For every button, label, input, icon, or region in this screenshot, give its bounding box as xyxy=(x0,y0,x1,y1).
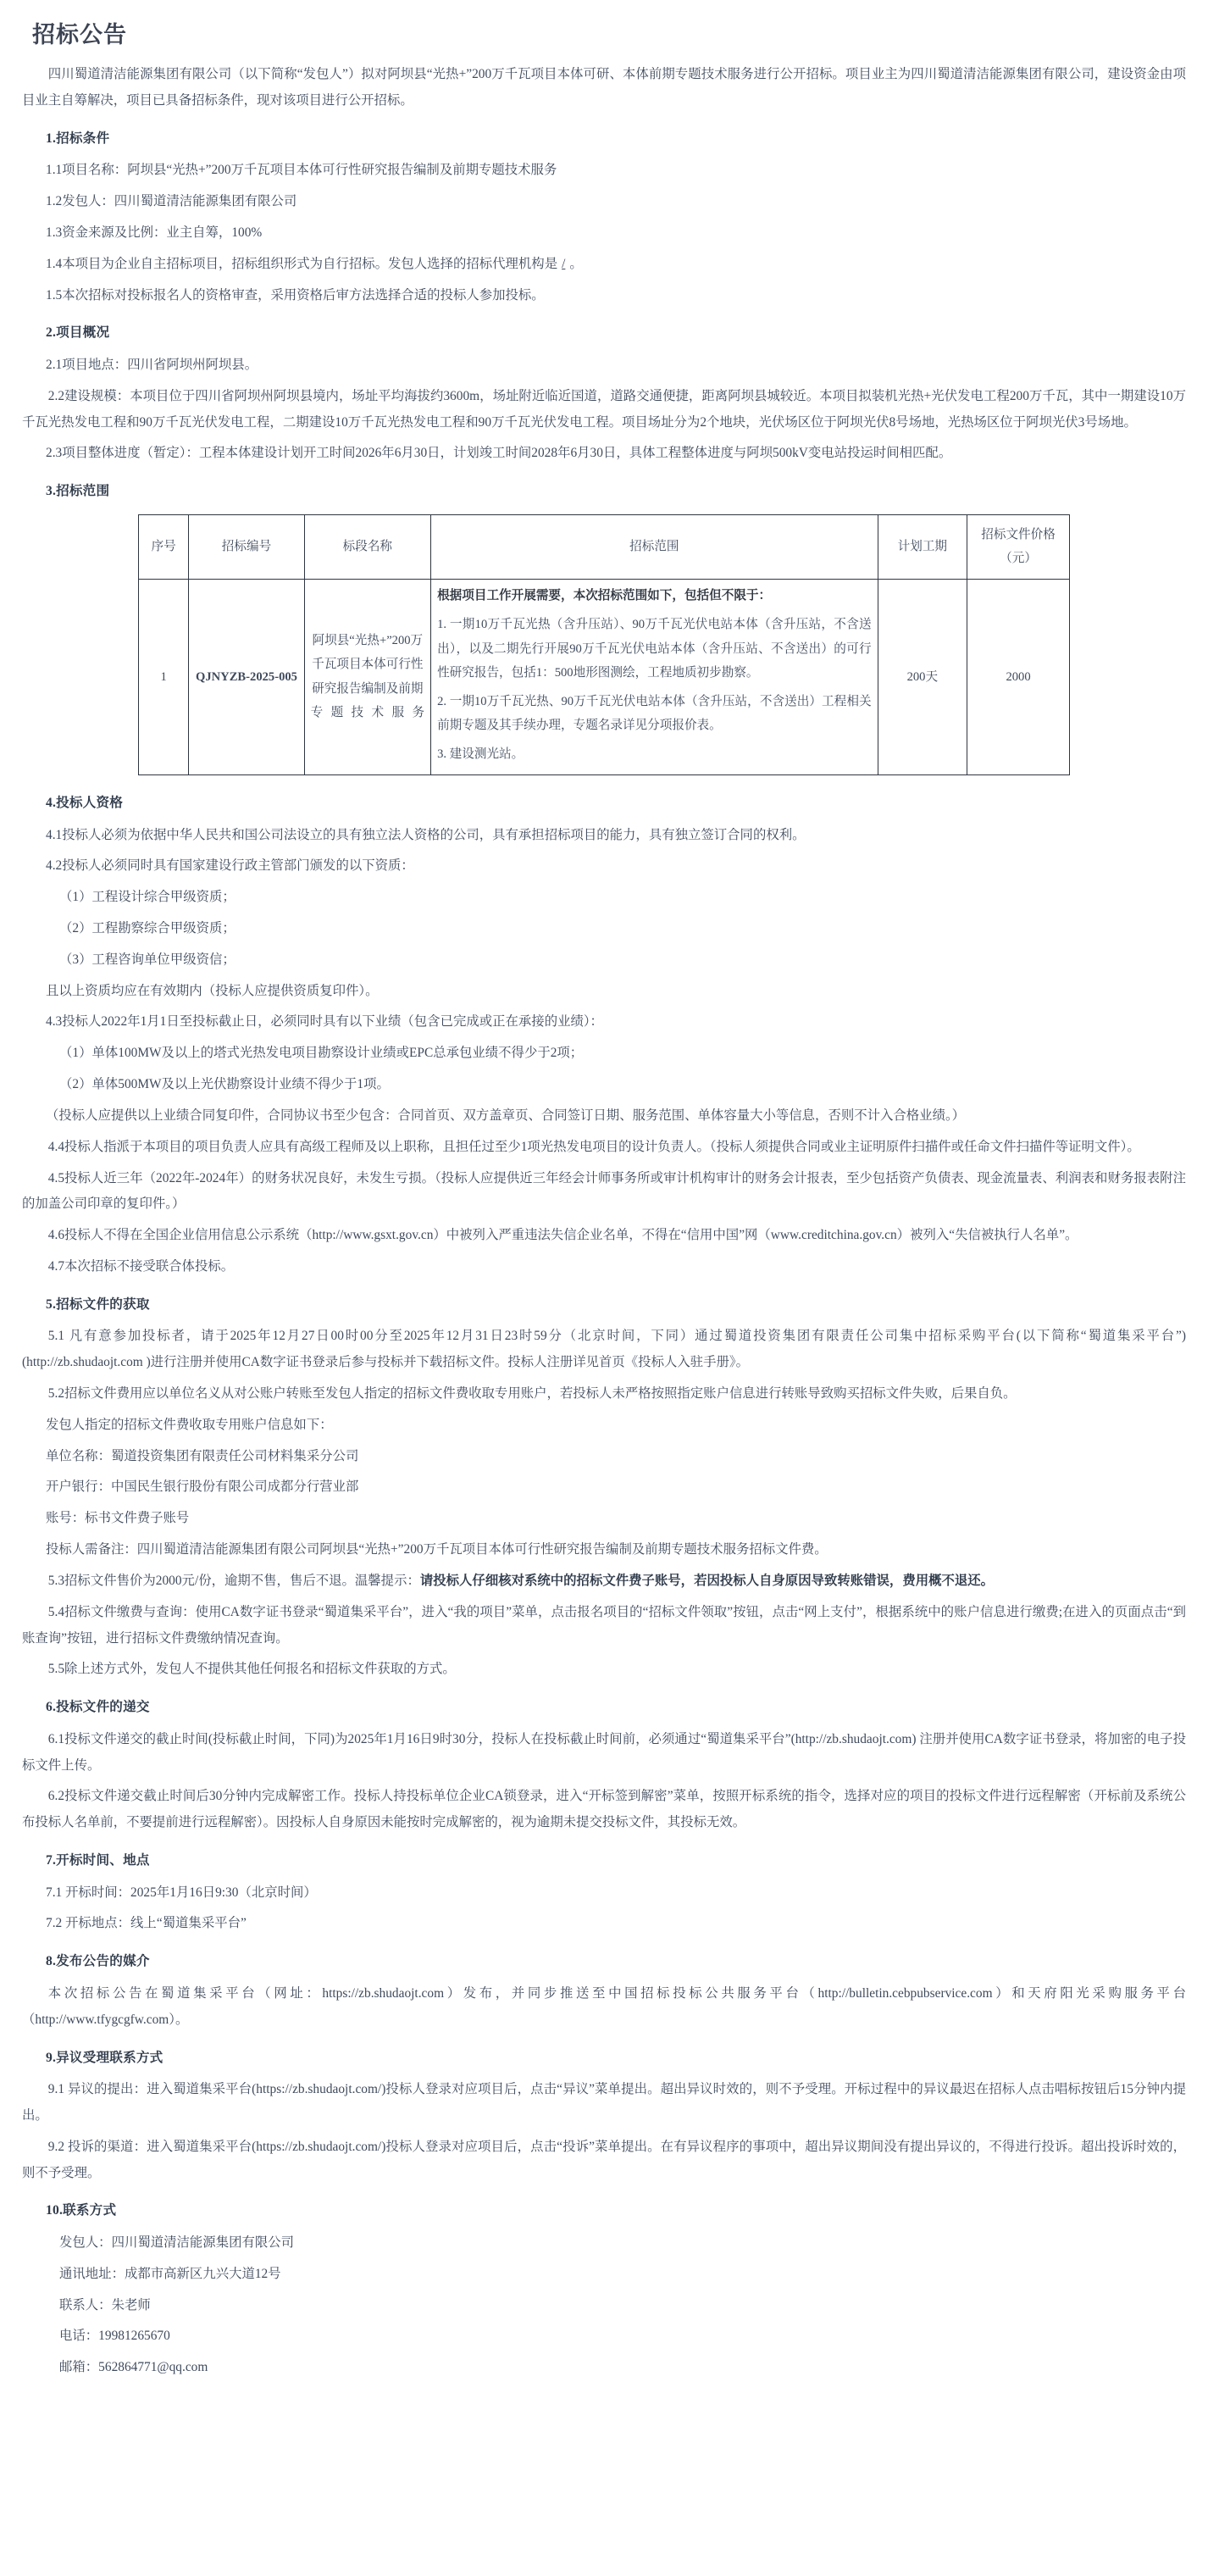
bid-table xyxy=(138,514,1070,775)
clause-1-3: 1.3资金来源及比例：业主自筹，100% xyxy=(46,225,263,240)
clause-4-3-note: （投标人应提供以上业绩合同复印件，合同协议书至少包含：合同首页、双方盖章页、合同签订日期、服务范围、单体容量大小等信息，否则不计入合格业绩。） xyxy=(46,1108,966,1123)
cell-price: 2000 xyxy=(967,579,1070,774)
col-header-no: 序号 xyxy=(139,514,189,579)
scope-item-3: 3. 建设测光站。 xyxy=(437,747,524,761)
clause-1-4-text-a: 1.4本项目为企业自主招标项目，招标组织形式为自行招标。发包人选择的招标代理机构是 xyxy=(46,256,558,271)
table-row xyxy=(139,579,1070,774)
clause-4-6: 4.6投标人不得在全国企业信用信息公示系统（http://www.gsxt.gov.cn）中被列入严重违法失信企业名单，不得在“信用中国”网（www.creditchina.gov.cn）被列入“失信被执行人名单”。 xyxy=(47,1228,1078,1243)
preamble-paragraph: 四川蜀道清洁能源集团有限公司（以下简称“发包人”）拟对阿坝县“光热+”200万千瓦项目本体可研、本体前期专题技术服务进行公开招标。项目业主为四川蜀道清洁能源集团有限公司，建设资金由项目业主自筹解决，项目已具备招标条件，现对该项目进行公开招标。 xyxy=(22,67,1186,108)
scope-item-2: 2. 一期10万千瓦光热、90万千瓦光伏电站本体（含升压站，不含送出）工程相关前期专题及其手续办理，专题名录详见分项报价表。 xyxy=(437,694,872,733)
clause-4-2: 4.2投标人必须同时具有国家建设行政主管部门颁发的以下资质： xyxy=(46,858,414,874)
bid-table-header-row xyxy=(139,514,1070,579)
clause-1-4-text-b: 。 xyxy=(569,256,583,271)
scope-heading: 根据项目工作开展需要，本次招标范围如下，包括但不限于： xyxy=(437,588,772,602)
heading-bidding-conditions: 1.招标条件 xyxy=(46,130,110,146)
contact-phone: 电话：19981265670 xyxy=(59,2329,170,2344)
cell-name: 阿坝县“光热+”200万千瓦项目本体可行性研究报告编制及前期专题技术服务 xyxy=(304,579,430,774)
clause-4-3-item-1: （1）单体100MW及以上的塔式光热发电项目勘察设计业绩或EPC总承包业绩不得少于2项； xyxy=(59,1046,584,1061)
scope-item-1: 1. 一期10万千瓦光热（含升压站）、90万千瓦光伏电站本体（含升压站，不含送出），以及二期先行开展90万千瓦光伏电站本体（含升压站、不含送出）的可行性研究报告，包括1：500地形图测绘，工程地质初步勘察。 xyxy=(437,618,872,680)
clause-6-2: 6.2投标文件递交截止时间后30分钟内完成解密工作。投标人持投标单位企业CA锁登录，进入“开标签到解密”菜单，按照开标系统的指令，选择对应的项目的投标文件进行远程解密（开标前及系统公布投标人名单前，不要提前进行远程解密）。因投标人自身原因未能按时完成解密的，视为逾期未提交投标文件，其投标无效。 xyxy=(22,1789,1186,1830)
clause-5-3-text: 5.3招标文件售价为2000元/份，逾期不售，售后不退。温馨提示： xyxy=(47,1573,420,1588)
clause-5-4: 5.4招标文件缴费与查询：使用CA数字证书登录“蜀道集采平台”，进入“我的项目”菜单，点击报名项目的“招标文件领取”按钮，点击“网上支付”，根据系统中的账户信息进行缴费;在进入的页面点击“到账查询”按钮，进行招标文件费缴纳情况查询。 xyxy=(22,1604,1186,1646)
clause-2-2: 2.2建设规模：本项目位于四川省阿坝州阿坝县境内，场址平均海拔约3600m，场址附近临近国道，道路交通便捷，距离阿坝县城较近。本项目拟装机光热+光伏发电工程200万千瓦，其中一期建设10万千瓦光热发电工程和90万千瓦光伏发电工程，二期建设10万千瓦光热发电工程和90万千瓦光伏发电工程。项目场址分为2个地块，光伏场区位于阿坝光伏8号场地，光热场区位于阿坝光伏3号场地。 xyxy=(22,388,1186,430)
clause-5-2: 5.2招标文件费用应以单位名义从对公账户转账至发包人指定的招标文件费收取专用账户，若投标人未严格按照指定账户信息进行转账导致购买招标文件失败，后果自负。 xyxy=(47,1386,1017,1402)
cell-no: 1 xyxy=(139,579,189,774)
account-intro: 发包人指定的招标文件费收取专用账户信息如下： xyxy=(46,1417,333,1432)
clause-8-1: 本次招标公告在蜀道集采平台（网址：https://zb.shudaojt.com）发布，并同步推送至中国招标投标公共服务平台（http://bulletin.cebpubservice.com）和天府阳光采购服务平台（http://www.tfygcgfw.com）。 xyxy=(22,1985,1186,2027)
clause-1-4 xyxy=(22,252,1186,278)
heading-contact-info: 10.联系方式 xyxy=(46,2203,117,2218)
cell-duration: 200天 xyxy=(878,579,967,774)
heading-objection-contact: 9.异议受理联系方式 xyxy=(46,2050,163,2065)
heading-document-acquisition: 5.招标文件的获取 xyxy=(46,1296,150,1312)
clause-2-1: 2.1项目地点：四川省阿坝州阿坝县。 xyxy=(46,358,258,373)
heading-project-overview: 2.项目概况 xyxy=(46,325,110,341)
account-name: 单位名称：蜀道投资集团有限责任公司材料集采分公司 xyxy=(46,1448,359,1463)
account-number: 账号：标书文件费子账号 xyxy=(46,1511,190,1526)
clause-4-4: 4.4投标人指派于本项目的项目负责人应具有高级工程师及以上职称，且担任过至少1项光热发电项目的设计负责人。（投标人须提供合同或业主证明原件扫描件或任命文件扫描件等证明文件）。 xyxy=(47,1139,1140,1154)
clause-4-2-item-3: （3）工程咨询单位甲级资信； xyxy=(59,952,236,967)
col-header-price: 招标文件价格（元） xyxy=(967,514,1070,579)
col-header-scope: 招标范围 xyxy=(431,514,878,579)
bid-table-wrapper xyxy=(22,514,1186,775)
clause-5-5: 5.5除上述方式外，发包人不提供其他任何报名和招标文件获取的方式。 xyxy=(47,1662,456,1677)
account-memo: 投标人需备注：四川蜀道清洁能源集团有限公司阿坝县“光热+”200万千瓦项目本体可行性研究报告编制及前期专题技术服务招标文件费。 xyxy=(46,1542,828,1557)
clause-4-3: 4.3投标人2022年1月1日至投标截止日，必须同时具有以下业绩（包含已完成或正在承接的业绩）： xyxy=(46,1014,603,1030)
clause-4-7: 4.7本次招标不接受联合体投标。 xyxy=(47,1258,235,1274)
col-header-code: 招标编号 xyxy=(189,514,304,579)
clause-1-4-blank: / xyxy=(562,256,566,271)
clause-9-2: 9.2 投诉的渠道：进入蜀道集采平台(https://zb.shudaojt.com/)投标人登录对应项目后，点击“投诉”菜单提出。在有异议程序的事项中，超出异议期间没有提出异议的，不得进行投诉。超出投诉时效的，则不予受理。 xyxy=(22,2139,1186,2180)
clause-4-2-note: 且以上资质均应在有效期内（投标人应提供资质复印件）。 xyxy=(46,983,379,998)
heading-bidder-qualification: 4.投标人资格 xyxy=(46,795,124,810)
clause-4-5: 4.5投标人近三年（2022年-2024年）的财务状况良好，未发生亏损。（投标人应提供近三年经会计师事务所或审计机构审计的财务会计报表，至少包括资产负债表、现金流量表、利润表和财务报表附注的加盖公司印章的复印件。） xyxy=(22,1170,1186,1212)
clause-1-5: 1.5本次招标对投标报名人的资格审查，采用资格后审方法选择合适的投标人参加投标。 xyxy=(46,287,545,303)
cell-code: QJNYZB-2025-005 xyxy=(189,579,304,774)
bid-table-head xyxy=(139,514,1070,579)
contact-person: 联系人：朱老师 xyxy=(59,2297,151,2312)
clause-4-2-item-2: （2）工程勘察综合甲级资质； xyxy=(59,921,236,936)
clause-4-3-item-2: （2）单体500MW及以上光伏勘察设计业绩不得少于1项。 xyxy=(59,1077,390,1092)
heading-announcement-media: 8.发布公告的媒介 xyxy=(46,1954,150,1969)
clause-6-1: 6.1投标文件递交的截止时间(投标截止时间，下同)为2025年1月16日9时30分，投标人在投标截止时间前，必须通过“蜀道集采平台”(http://zb.shudaojt.com) 注册并使用CA数字证书登录，将加密的电子投标文件上传。 xyxy=(22,1731,1186,1773)
contact-email: 邮箱：562864771@qq.com xyxy=(59,2360,208,2375)
clause-7-1: 7.1 开标时间：2025年1月16日9:30（北京时间） xyxy=(46,1885,317,1900)
heading-bid-submission: 6.投标文件的递交 xyxy=(46,1700,150,1715)
bid-table-body xyxy=(139,579,1070,774)
clause-4-2-item-1: （1）工程设计综合甲级资质； xyxy=(59,890,236,905)
page-title: 招标公告 xyxy=(32,22,127,47)
col-header-duration: 计划工期 xyxy=(878,514,967,579)
clause-5-1: 5.1 凡有意参加投标者，请于2025年12月27日00时00分至2025年12月31日23时59分（北京时间，下同）通过蜀道投资集团有限责任公司集中招标采购平台(以下简称“蜀道集采平台”)(http://zb.shudaojt.com )进行注册并使用CA数字证书登录后参与投标并下载招标文件。投标人注册详见首页《投标人入驻手册》。 xyxy=(22,1329,1186,1370)
col-header-name: 标段名称 xyxy=(304,514,430,579)
clause-1-2: 1.2发包人：四川蜀道清洁能源集团有限公司 xyxy=(46,194,297,209)
clause-9-1: 9.1 异议的提出：进入蜀道集采平台(https://zb.shudaojt.com/)投标人登录对应项目后，点击“异议”菜单提出。超出异议时效的，则不予受理。开标过程中的异议最迟在招标人点击唱标按钮后15分钟内提出。 xyxy=(22,2082,1186,2123)
clause-5-3-emphasis: 请投标人仔细核对系统中的招标文件费子账号，若因投标人自身原因导致转账错误，费用概不退还。 xyxy=(419,1573,995,1588)
clause-2-3: 2.3项目整体进度（暂定）：工程本体建设计划开工时间2026年6月30日，计划竣工时间2028年6月30日，具体工程整体进度与阿坝500kV变电站投运时间相匹配。 xyxy=(46,446,952,461)
contact-address: 通讯地址：成都市高新区九兴大道12号 xyxy=(59,2266,281,2281)
heading-bidding-scope: 3.招标范围 xyxy=(46,484,110,499)
clause-7-2: 7.2 开标地点：线上“蜀道集采平台” xyxy=(46,1916,247,1931)
clause-1-1: 1.1项目名称：阿坝县“光热+”200万千瓦项目本体可行性研究报告编制及前期专题技术服务 xyxy=(46,163,557,178)
contact-employer: 发包人：四川蜀道清洁能源集团有限公司 xyxy=(59,2235,295,2251)
cell-scope xyxy=(431,579,878,774)
heading-bid-opening: 7.开标时间、地点 xyxy=(46,1853,150,1868)
clause-5-3 xyxy=(22,1568,1186,1595)
clause-4-1: 4.1投标人必须为依据中华人民共和国公司法设立的具有独立法人资格的公司，具有承担招标项目的能力，具有独立签订合同的权利。 xyxy=(46,827,806,842)
account-bank: 开户银行：中国民生银行股份有限公司成都分行营业部 xyxy=(46,1480,359,1495)
